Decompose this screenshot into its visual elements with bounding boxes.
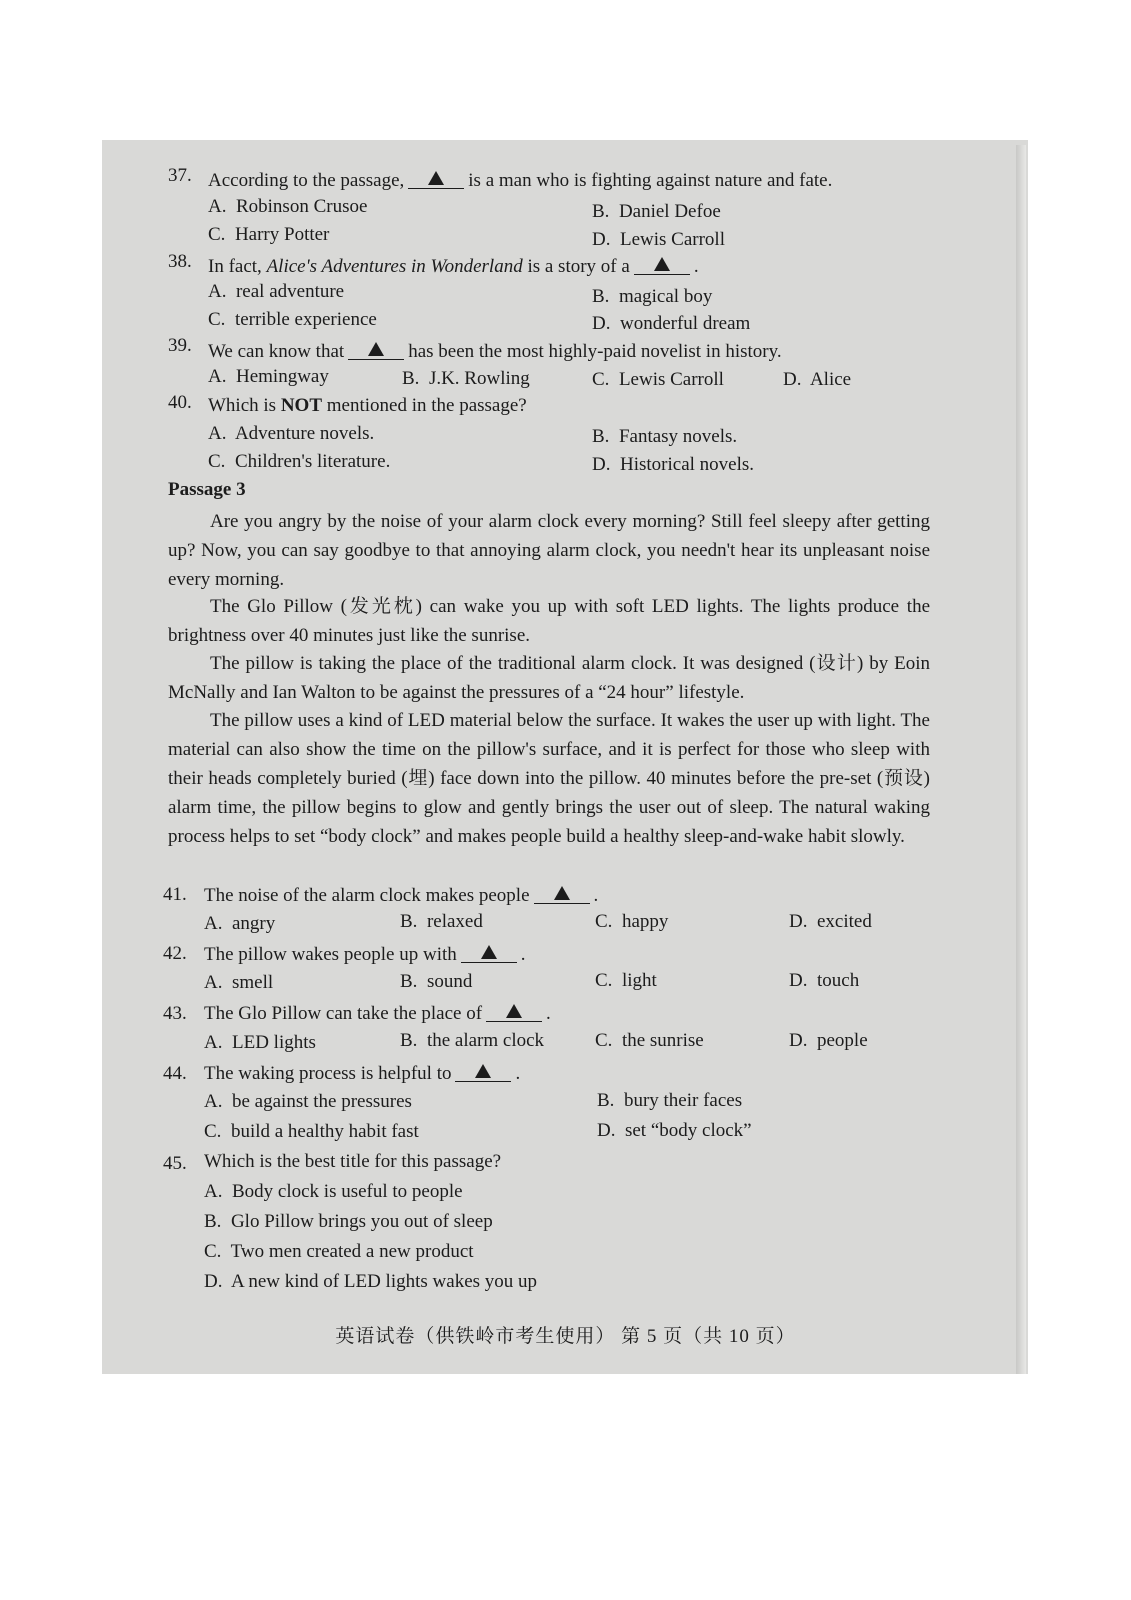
passage-paragraph-4: The pillow uses a kind of LED material below the surface. It wakes the user up with light. The material can also show the time on the pillow's surface, and it is perfect for those who sleep with their heads completely buried (埋) face down into the pillow. 40 minutes before the pre-set (预设) alarm time, the pillow begins to glow and gently brings the user out of sleep. The natural waking process helps to set “body clock” and makes people build a healthy sleep-and-wake habit slowly. [168, 710, 930, 847]
question-38-stem: In fact, Alice's Adventures in Wonderland is a story of a . [208, 256, 699, 277]
question-38-option-d: D. wonderful dream [592, 313, 751, 334]
question-39-option-a: A. Hemingway [208, 366, 329, 387]
question-39-option-b: B. J.K. Rowling [402, 368, 530, 389]
question-37-text-before: According to the passage, [208, 170, 405, 191]
triangle-icon [428, 171, 444, 185]
question-37-stem [208, 168, 832, 192]
question-40-option-a: A. Adventure novels. [208, 423, 375, 444]
question-42-stem: The pillow wakes people up with . [204, 944, 526, 965]
triangle-icon [368, 342, 384, 356]
question-40-option-c: C. Children's literature. [208, 451, 391, 472]
question-43-option-c: C. the sunrise [595, 1030, 704, 1051]
question-37-option-a: A. Robinson Crusoe [208, 196, 368, 217]
question-44-option-b: B. bury their faces [597, 1090, 743, 1111]
question-44-option-a: A. be against the pressures [204, 1091, 412, 1112]
question-38-option-a: A. real adventure [208, 281, 345, 302]
question-45-option-d: D. A new kind of LED lights wakes you up [204, 1271, 538, 1292]
triangle-icon [475, 1064, 491, 1078]
answer-blank [634, 254, 690, 275]
passage-paragraph-1: Are you angry by the noise of your alarm clock every morning? Still feel sleepy after getting up? Now, you can say goodbye to that annoying alarm clock, you needn't hear its unpleasant noise every morning. [168, 511, 930, 590]
question-45-option-a: A. Body clock is useful to people [204, 1181, 463, 1202]
question-40-option-b: B. Fantasy novels. [592, 426, 738, 447]
question-39-option-c: C. Lewis Carroll [592, 369, 724, 390]
question-41-stem: The noise of the alarm clock makes people . [204, 885, 599, 906]
paper-edge [1016, 145, 1026, 1374]
question-37-option-d: D. Lewis Carroll [592, 229, 725, 250]
question-40-number: 40. [168, 392, 192, 413]
question-41-option-d: D. excited [789, 911, 872, 932]
question-43-option-d: D. people [789, 1030, 868, 1051]
question-44-number: 44. [163, 1063, 187, 1084]
question-38-number: 38. [168, 251, 192, 272]
question-42-option-b: B. sound [400, 971, 473, 992]
question-44-stem: The waking process is helpful to . [204, 1063, 521, 1084]
passage-paragraph-3: The pillow is taking the place of the traditional alarm clock. It was designed (设计) by Eoin McNally and Ian Walton to be against the pressures of a “24 hour” lifestyle. [168, 653, 930, 703]
question-39-stem: We can know that has been the most highly-paid novelist in history. [208, 341, 782, 362]
question-37-text-after: is a man who is fighting against nature and fate. [468, 170, 833, 191]
question-42-option-c: C. light [595, 970, 657, 991]
answer-blank [534, 883, 590, 904]
question-37-option-b: B. Daniel Defoe [592, 201, 721, 222]
answer-blank [408, 168, 464, 189]
question-39-number: 39. [168, 335, 192, 356]
question-42-option-d: D. touch [789, 970, 860, 991]
question-41-number: 41. [163, 884, 187, 905]
triangle-icon [506, 1004, 522, 1018]
triangle-icon [654, 257, 670, 271]
question-45-option-c: C. Two men created a new product [204, 1241, 474, 1262]
book-title: Alice's Adventures in Wonderland [266, 256, 523, 277]
question-45-option-b: B. Glo Pillow brings you out of sleep [204, 1211, 493, 1232]
passage-heading: Passage 3 [168, 479, 246, 500]
question-43-stem: The Glo Pillow can take the place of . [204, 1003, 551, 1024]
question-41-option-b: B. relaxed [400, 911, 483, 932]
question-40-stem: Which is NOT mentioned in the passage? [208, 395, 527, 416]
answer-blank [455, 1061, 511, 1082]
question-43-number: 43. [163, 1003, 187, 1024]
question-42-option-a: A. smell [204, 972, 274, 993]
question-45-stem: Which is the best title for this passage? [204, 1151, 502, 1172]
question-37-number: 37. [168, 165, 192, 186]
question-43-option-b: B. the alarm clock [400, 1030, 545, 1051]
question-44-option-c: C. build a healthy habit fast [204, 1121, 419, 1142]
passage-paragraph-2: The Glo Pillow (发光枕) can wake you up with soft LED lights. The lights produce the brightness over 40 minutes just like the sunrise. [168, 596, 930, 646]
question-42-number: 42. [163, 943, 187, 964]
answer-blank [348, 339, 404, 360]
question-41-option-a: A. angry [204, 913, 276, 934]
question-40-option-d: D. Historical novels. [592, 454, 755, 475]
question-43-option-a: A. LED lights [204, 1032, 316, 1053]
question-37-option-c: C. Harry Potter [208, 224, 330, 245]
answer-blank [486, 1001, 542, 1022]
question-39-option-d: D. Alice [783, 369, 852, 390]
triangle-icon [481, 945, 497, 959]
question-38-option-c: C. terrible experience [208, 309, 377, 330]
emphasis-not: NOT [280, 395, 323, 416]
question-38-option-b: B. magical boy [592, 286, 713, 307]
answer-blank [461, 942, 517, 963]
question-44-option-d: D. set “body clock” [597, 1120, 752, 1141]
question-41-option-c: C. happy [595, 911, 669, 932]
page-footer: 英语试卷（供铁岭市考生使用） 第 5 页（共 10 页） [335, 1326, 796, 1347]
triangle-icon [554, 886, 570, 900]
question-45-number: 45. [163, 1153, 187, 1174]
